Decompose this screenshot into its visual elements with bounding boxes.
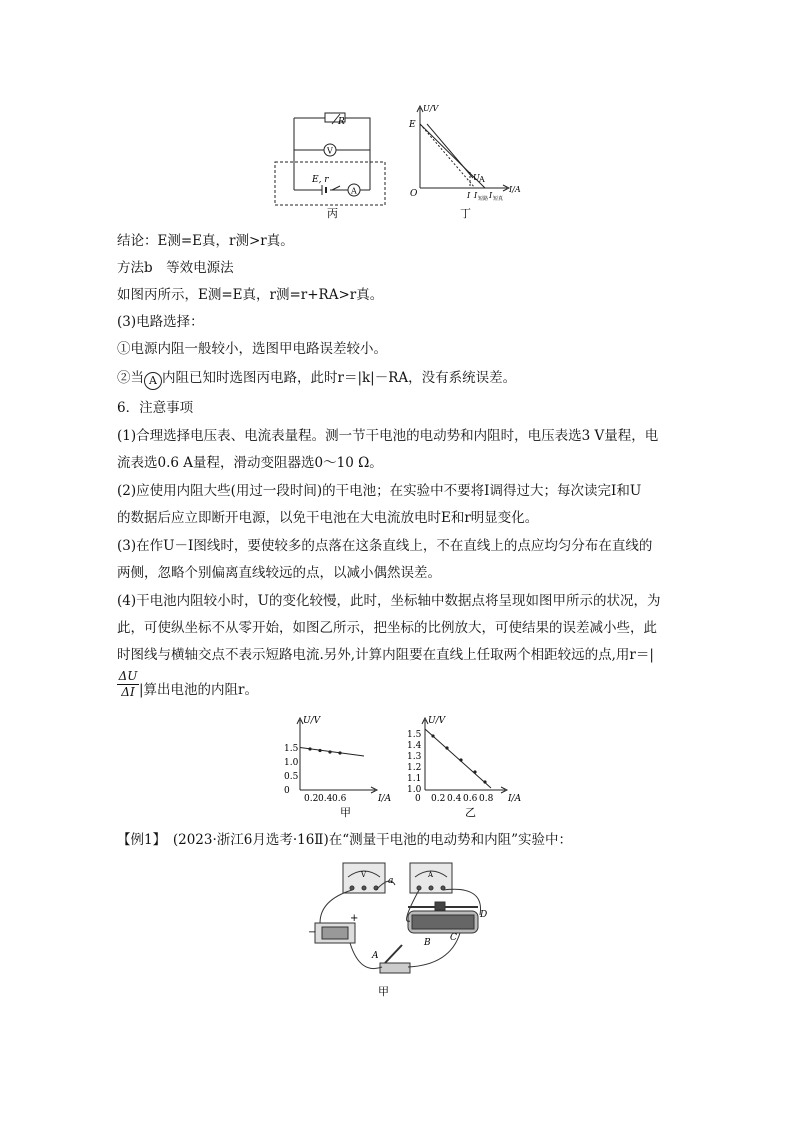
terminal-D-label: D <box>480 910 488 920</box>
y-tick-label: 0 <box>284 786 290 796</box>
y-tick-label: 1.1 <box>407 774 422 784</box>
y-tick-label: 1.0 <box>284 758 299 768</box>
graph-caption: 乙 <box>465 806 476 819</box>
data-point <box>328 750 331 753</box>
resistor-label: R <box>338 117 345 127</box>
ding-I-true-sub: 短真 <box>493 196 504 202</box>
data-point <box>473 770 476 773</box>
graph-caption: 甲 <box>340 806 351 819</box>
fig-bing-text: 如图丙所示，E测=E真，r测=r+RA>r真。 <box>117 287 384 303</box>
example-1-line: 【例1】 (2023·浙江6月选考·16Ⅱ)在“测量干电池的电动势和内阻”实验中： <box>117 832 573 848</box>
fit-line <box>425 729 491 788</box>
data-point <box>338 751 341 754</box>
terminal-B-label: B <box>424 938 431 948</box>
voltmeter-symbol: V <box>327 146 333 156</box>
x-tick-label: 0.8 <box>479 794 494 804</box>
ding-xlabel: I/A <box>509 185 521 194</box>
delta-fraction <box>117 669 139 700</box>
c2-prefix: ②当 <box>117 370 144 386</box>
figure-caption-photo: 甲 <box>378 985 389 998</box>
x-tick-label: 0 <box>415 794 421 804</box>
x-tick-label: 0.4 <box>447 794 462 804</box>
y-tick-label: 1.3 <box>407 752 422 762</box>
ding-E-label: E <box>409 120 416 130</box>
ding-origin: O <box>410 189 418 199</box>
x-axis-label: I/A <box>378 794 392 804</box>
y-tick-label: 1.2 <box>407 763 422 773</box>
y-axis-label: U/V <box>428 716 446 726</box>
note-2a: (2)应使用内阻大些(用过一段时间)的干电池；在实验中不要将I调得过大；每次读完I和U <box>117 483 642 499</box>
data-point <box>308 747 311 750</box>
graph-jia <box>282 712 392 822</box>
fraction-numerator: ΔU <box>118 669 138 683</box>
data-point <box>318 749 321 752</box>
fraction-denominator: ΔI <box>121 685 135 699</box>
y-tick-label: 1.5 <box>284 744 299 754</box>
x-tick-label: 0.6 <box>463 794 478 804</box>
note-4b: 此，可使纵坐标不从零开始，如图乙所示，把坐标的比例放大，可使结果的误差减小些，此 <box>117 620 657 636</box>
terminal-A-label: A <box>372 951 379 961</box>
ding-I: I <box>467 191 471 200</box>
note-2b: 的数据后应立即断开电源，以免干电池在大电流放电时E和r明显变化。 <box>117 510 539 526</box>
note-1b: 流表选0.6 A量程，滑动变阻器选0～10 Ω。 <box>117 455 383 471</box>
ding-UA-sub: A <box>479 175 485 184</box>
method-b-heading: 方法b 等效电源法 <box>117 260 234 276</box>
y-tick-label: 1.4 <box>407 741 422 751</box>
note-3b: 两侧，忽略个别偏离直线较远的点，以减小偶然误差。 <box>117 565 441 581</box>
figure-caption-ding: 丁 <box>460 207 471 220</box>
ding-ylabel: U/V <box>423 104 439 113</box>
minus-sign: − <box>308 927 317 938</box>
c2-suffix: 内阻已知时选图丙电路，此时r＝|k|－RA，没有系统误差。 <box>162 370 517 386</box>
ui-graph-ding <box>405 100 535 220</box>
ding-I-short-sub: 短路 <box>478 196 489 202</box>
x-tick-label: 0.4 <box>318 794 333 804</box>
ding-I-short: I <box>474 191 478 200</box>
ding-UA: U <box>473 173 480 182</box>
circuit-diagram-bing <box>270 110 395 220</box>
x-tick-label: 0.2 <box>431 794 446 804</box>
data-point <box>459 758 462 761</box>
y-tick-label: 0.5 <box>284 772 299 782</box>
x-axis-label: I/A <box>508 794 522 804</box>
plus-sign: + <box>350 913 359 924</box>
ding-I-true: I <box>489 191 493 200</box>
note-4c: 时图线与横轴交点不表示短路电流.另外,计算内阻要在直线上任取两个相距较远的点,用r＝| <box>117 647 654 663</box>
ammeter-label: A <box>428 871 434 879</box>
y-axis-label: U/V <box>303 716 321 726</box>
data-point <box>445 746 448 749</box>
note-4d: |算出电池的内阻r。 <box>139 682 259 698</box>
figure-caption-bing: 丙 <box>327 207 338 220</box>
ammeter-circle-icon: A <box>144 372 162 390</box>
note-1a: (1)合理选择电压表、电流表量程。测一节干电池的电动势和内阻时，电压表选3 V量程，电 <box>117 428 659 444</box>
x-tick-label: 0.2 <box>304 794 319 804</box>
graph-yi <box>405 712 523 822</box>
x-tick-label: 0.6 <box>332 794 347 804</box>
circuit-selection-1: ①电源内阻一般较小，选图甲电路误差较小。 <box>117 341 387 357</box>
ammeter-symbol: A <box>351 186 357 196</box>
circuit-selection-heading: (3)电路选择： <box>117 314 204 330</box>
terminal-C-label: C <box>450 933 457 943</box>
y-tick-label: 1.0 <box>407 785 422 795</box>
circuit-selection-2 <box>117 368 516 390</box>
y-tick-label: 1.5 <box>407 730 422 740</box>
terminal-a-label: a <box>388 876 394 886</box>
data-point <box>483 780 486 783</box>
note-4a: (4)干电池内阻较小时，U的变化较慢，此时，坐标轴中数据点将呈现如图甲所示的状况，为 <box>117 593 661 609</box>
conclusion-line: 结论：E测=E真，r测>r真。 <box>117 233 294 249</box>
data-point <box>431 734 434 737</box>
battery-label: E, r <box>312 175 329 185</box>
voltmeter-label: V <box>361 871 367 879</box>
apparatus-figure <box>300 855 500 1000</box>
section-6-heading: 6．注意事项 <box>117 400 194 416</box>
note-3a: (3)在作U－I图线时，要使较多的点落在这条直线上，不在直线上的点应均匀分布在直线的 <box>117 538 653 554</box>
